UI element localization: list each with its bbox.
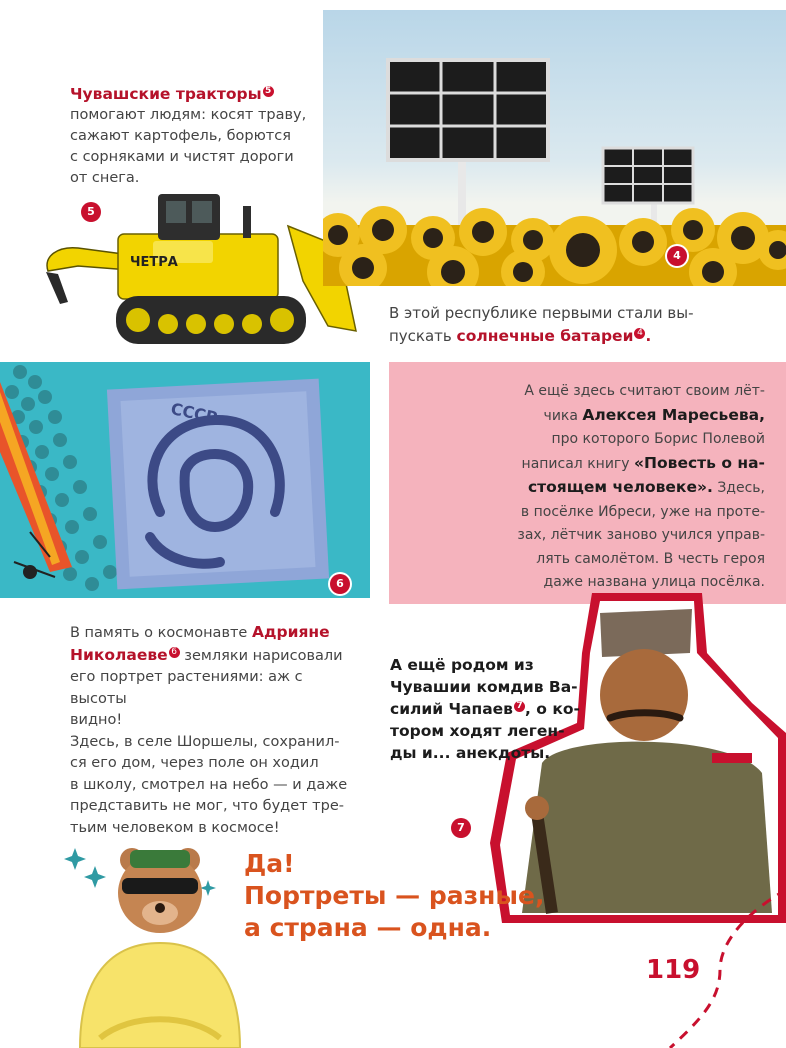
tractors-line-1: помогают людям: косят траву,: [70, 107, 307, 123]
maresyev-line-7: зах, лётчик заново учился управ-: [517, 527, 765, 543]
chapaev-text: [390, 654, 590, 764]
solar-line-1: В этой республике первыми стали вы-: [389, 304, 694, 322]
tractors-title: [70, 83, 330, 105]
maresyev-book-1: «Повесть о на-: [634, 453, 765, 472]
chapaev-line-2: Чувашии комдив Ва-: [390, 678, 578, 696]
chapaev-line-4: тором ходят леген-: [390, 722, 565, 740]
tractors-title-text: Чувашские тракторы: [70, 85, 262, 103]
page-number: 119: [646, 955, 701, 985]
nikolaev-line-3: его портрет растениями: аж с высоты: [70, 669, 303, 707]
slogan-line-1: Да!: [244, 849, 295, 878]
slogan-line-2: Портреты — разные,: [244, 881, 545, 910]
nikolaev-line-2-suffix: земляки нарисовали: [184, 647, 343, 664]
portrait-badge: 6: [330, 574, 350, 594]
maresyev-name: Алексея Маресьева,: [582, 405, 765, 424]
chapaev-line-5: ды и... анекдоты.: [390, 744, 551, 762]
maresyev-line-9: даже названа улица посёлка.: [543, 574, 765, 590]
maresyev-book-2: стоящем человеке».: [527, 478, 713, 496]
bear-mascot: [60, 838, 250, 1048]
maresyev-line-1: А ещё здесь считают своим лёт-: [524, 383, 765, 399]
maresyev-line-6: в посёлке Ибреси, уже на протe-: [520, 503, 765, 520]
solar-badge: 4: [667, 246, 687, 266]
slogan: [244, 848, 544, 944]
maresyev-line-2: [410, 404, 765, 429]
tractors-line-2: сажают картофель, борются: [70, 128, 291, 144]
nikolaev-line-6: ся его дом, через поле он ходил: [70, 755, 319, 771]
maresyev-line-2-prefix: чика: [543, 407, 578, 424]
chapaev-line-3-prefix: силий Чапаев: [390, 700, 513, 718]
solar-line-2: [389, 326, 769, 347]
maresyev-line-5: [410, 476, 765, 501]
solar-ref-marker: 4: [634, 328, 645, 339]
solar-line-2-prefix: пускать: [389, 327, 452, 345]
chapaev-line-3-suffix: , о ко-: [525, 700, 580, 718]
maresyev-line-5-suffix: Здесь,: [717, 480, 765, 496]
tractors-block: [70, 83, 330, 189]
nikolaev-line-2: [70, 645, 360, 668]
solar-highlight: солнечные батареи: [456, 327, 634, 345]
maresyev-line-8: лять самолётом. В честь героя: [536, 550, 765, 567]
solar-suffix: .: [645, 327, 652, 345]
nikolaev-text: [70, 622, 360, 839]
nikolaev-line-5: Здесь, в селе Шоршелы, сохранил-: [70, 733, 340, 750]
portrait-photo: [0, 362, 370, 598]
chapaev-line-1: А ещё родом из: [390, 656, 534, 674]
chapaev-line-3: [390, 698, 590, 720]
chapaev-badge: 7: [451, 818, 471, 838]
nikolaev-line-1: [70, 622, 360, 645]
nikolaev-line-7: в школу, смотрел на небо — и даже: [70, 776, 348, 793]
tractor-badge: 5: [81, 202, 101, 222]
nikolaev-name-1: Адрияне: [251, 623, 330, 641]
nikolaev-line-1-prefix: В память о космонавте: [70, 625, 248, 641]
tractors-ref-marker: 5: [263, 86, 274, 97]
nikolaev-line-8: представить не мог, что будет тре-: [70, 798, 344, 814]
nikolaev-line-4: видно!: [70, 712, 123, 728]
solar-text: [389, 303, 769, 347]
solar-scene: [323, 10, 786, 286]
maresyev-line-4-prefix: написал книгу: [521, 455, 630, 472]
solar-panels-photo: [323, 10, 786, 286]
slogan-line-3: а страна — одна.: [244, 913, 492, 942]
nikolaev-ref-marker: 6: [169, 647, 180, 658]
portrait-scene: [0, 362, 370, 598]
nikolaev-line-9: тьим человеком в космосе!: [70, 819, 280, 836]
maresyev-line-4: [410, 452, 765, 477]
tractors-line-3: с сорняками и чистят дороги: [70, 149, 294, 165]
tractor-cab-label: ЧЕТРА: [130, 255, 178, 270]
chapaev-ref-marker: 7: [514, 701, 525, 712]
tractors-line-4: от снега.: [70, 170, 140, 186]
nikolaev-name-2: Николаеве: [70, 645, 168, 664]
maresyev-text: [410, 380, 765, 595]
maresyev-line-3: про которого Борис Полевой: [551, 431, 765, 447]
cccp-label: СССР: [169, 399, 220, 428]
